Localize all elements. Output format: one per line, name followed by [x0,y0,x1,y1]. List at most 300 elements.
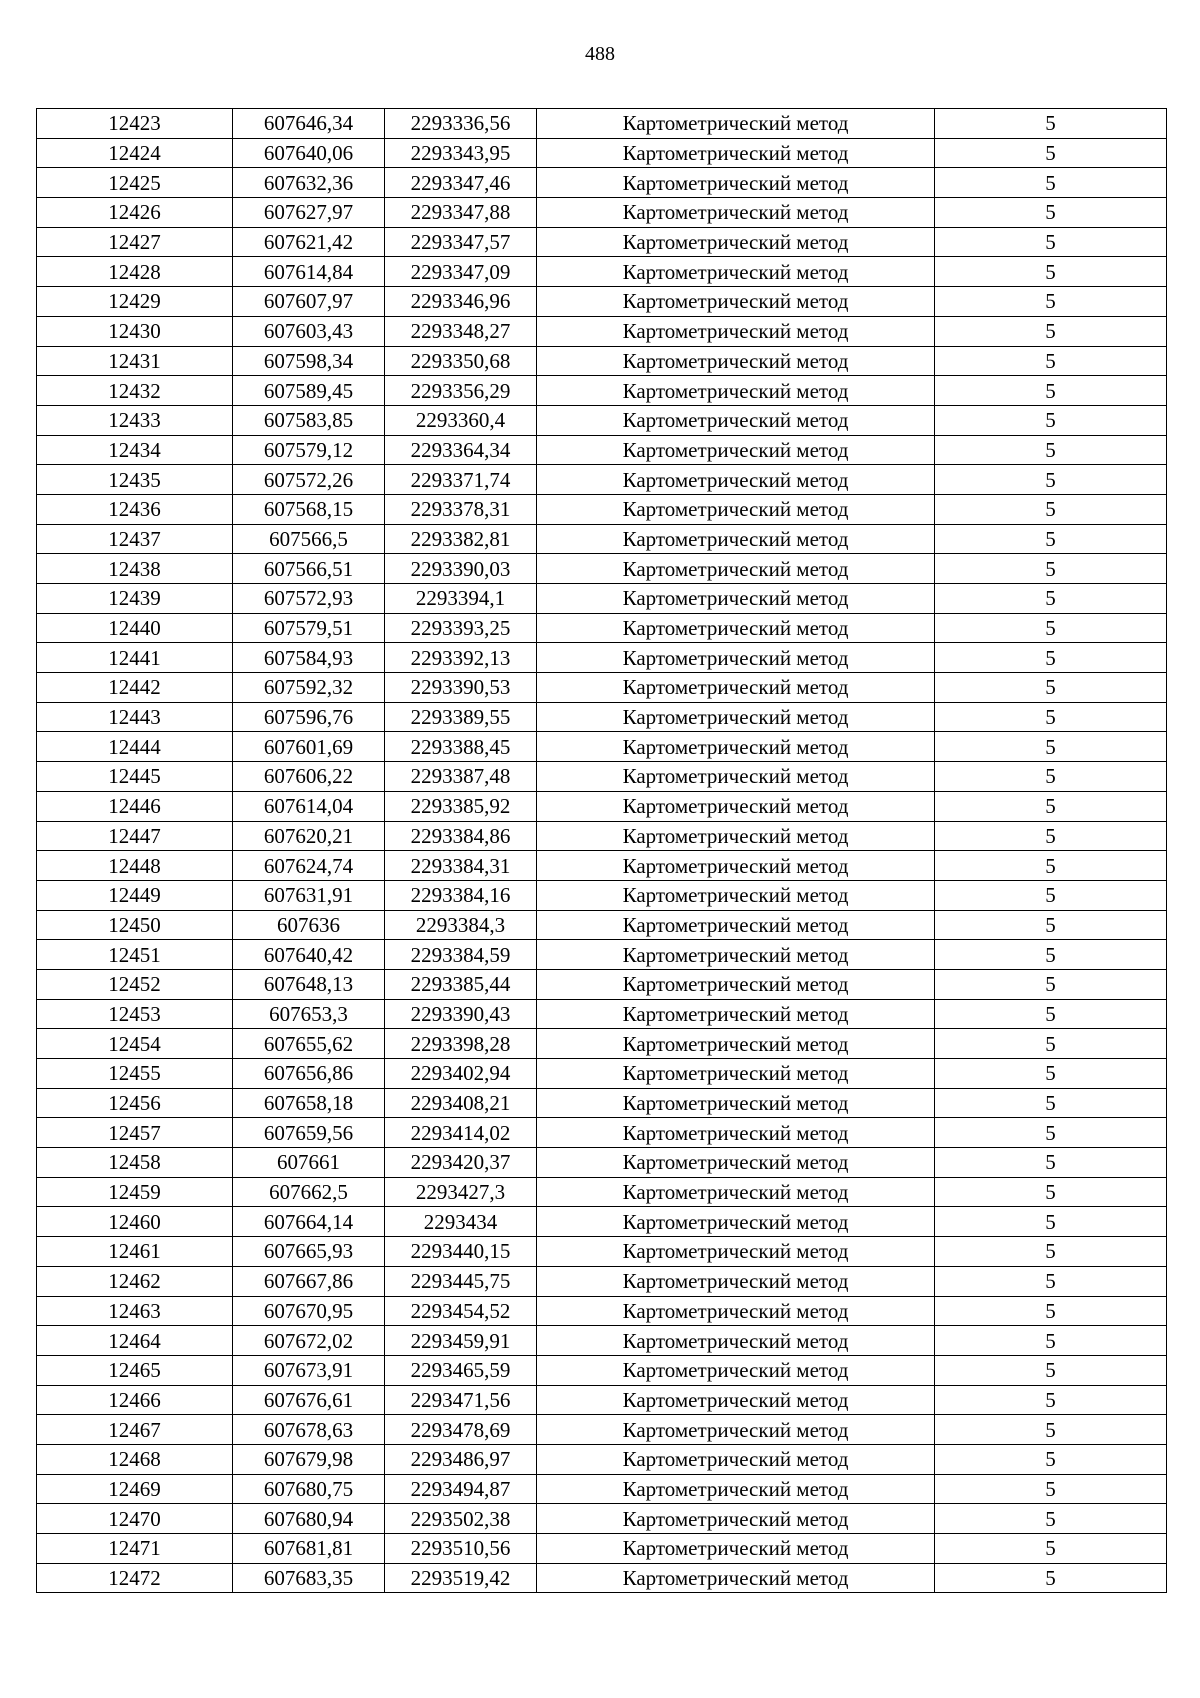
y-coordinate-cell: 2293427,3 [385,1177,537,1207]
method-cell: Картометрический метод [537,227,935,257]
method-cell: Картометрический метод [537,643,935,673]
y-coordinate-cell: 2293459,91 [385,1326,537,1356]
accuracy-cell: 5 [935,554,1167,584]
accuracy-cell: 5 [935,791,1167,821]
point-number-cell: 12446 [37,791,233,821]
table-row [37,168,1167,198]
point-number-cell: 12430 [37,316,233,346]
accuracy-cell: 5 [935,702,1167,732]
point-number-cell: 12454 [37,1029,233,1059]
method-cell: Картометрический метод [537,851,935,881]
y-coordinate-cell: 2293371,74 [385,465,537,495]
accuracy-cell: 5 [935,1177,1167,1207]
table-row [37,346,1167,376]
method-cell: Картометрический метод [537,1444,935,1474]
accuracy-cell: 5 [935,1296,1167,1326]
table-row [37,109,1167,139]
y-coordinate-cell: 2293384,16 [385,880,537,910]
y-coordinate-cell: 2293398,28 [385,1029,537,1059]
method-cell: Картометрический метод [537,405,935,435]
accuracy-cell: 5 [935,494,1167,524]
accuracy-cell: 5 [935,732,1167,762]
y-coordinate-cell: 2293384,59 [385,940,537,970]
accuracy-cell: 5 [935,435,1167,465]
x-coordinate-cell: 607579,51 [233,613,385,643]
y-coordinate-cell: 2293385,92 [385,791,537,821]
method-cell: Картометрический метод [537,346,935,376]
y-coordinate-cell: 2293502,38 [385,1504,537,1534]
method-cell: Картометрический метод [537,287,935,317]
point-number-cell: 12447 [37,821,233,851]
table-row [37,851,1167,881]
x-coordinate-cell: 607664,14 [233,1207,385,1237]
x-coordinate-cell: 607683,35 [233,1563,385,1593]
accuracy-cell: 5 [935,138,1167,168]
x-coordinate-cell: 607661 [233,1148,385,1178]
y-coordinate-cell: 2293390,53 [385,673,537,703]
table-row [37,1148,1167,1178]
y-coordinate-cell: 2293454,52 [385,1296,537,1326]
x-coordinate-cell: 607673,91 [233,1355,385,1385]
x-coordinate-cell: 607566,51 [233,554,385,584]
accuracy-cell: 5 [935,346,1167,376]
method-cell: Картометрический метод [537,1385,935,1415]
table-row [37,910,1167,940]
y-coordinate-cell: 2293347,09 [385,257,537,287]
method-cell: Картометрический метод [537,494,935,524]
point-number-cell: 12428 [37,257,233,287]
point-number-cell: 12425 [37,168,233,198]
point-number-cell: 12426 [37,198,233,228]
table-row [37,524,1167,554]
table-row [37,584,1167,614]
accuracy-cell: 5 [935,109,1167,139]
x-coordinate-cell: 607572,93 [233,584,385,614]
accuracy-cell: 5 [935,524,1167,554]
x-coordinate-cell: 607621,42 [233,227,385,257]
method-cell: Картометрический метод [537,1207,935,1237]
accuracy-cell: 5 [935,1266,1167,1296]
method-cell: Картометрический метод [537,1355,935,1385]
point-number-cell: 12457 [37,1118,233,1148]
point-number-cell: 12456 [37,1088,233,1118]
x-coordinate-cell: 607614,04 [233,791,385,821]
x-coordinate-cell: 607648,13 [233,969,385,999]
x-coordinate-cell: 607596,76 [233,702,385,732]
y-coordinate-cell: 2293494,87 [385,1474,537,1504]
method-cell: Картометрический метод [537,465,935,495]
table-row [37,1326,1167,1356]
accuracy-cell: 5 [935,880,1167,910]
x-coordinate-cell: 607680,75 [233,1474,385,1504]
method-cell: Картометрический метод [537,257,935,287]
point-number-cell: 12441 [37,643,233,673]
y-coordinate-cell: 2293465,59 [385,1355,537,1385]
x-coordinate-cell: 607627,97 [233,198,385,228]
y-coordinate-cell: 2293389,55 [385,702,537,732]
point-number-cell: 12468 [37,1444,233,1474]
y-coordinate-cell: 2293408,21 [385,1088,537,1118]
y-coordinate-cell: 2293343,95 [385,138,537,168]
accuracy-cell: 5 [935,1444,1167,1474]
y-coordinate-cell: 2293360,4 [385,405,537,435]
x-coordinate-cell: 607665,93 [233,1237,385,1267]
point-number-cell: 12460 [37,1207,233,1237]
method-cell: Картометрический метод [537,821,935,851]
x-coordinate-cell: 607632,36 [233,168,385,198]
y-coordinate-cell: 2293392,13 [385,643,537,673]
y-coordinate-cell: 2293471,56 [385,1385,537,1415]
method-cell: Картометрический метод [537,554,935,584]
x-coordinate-cell: 607659,56 [233,1118,385,1148]
y-coordinate-cell: 2293510,56 [385,1534,537,1564]
x-coordinate-cell: 607658,18 [233,1088,385,1118]
y-coordinate-cell: 2293486,97 [385,1444,537,1474]
table-row [37,1177,1167,1207]
method-cell: Картометрический метод [537,1088,935,1118]
accuracy-cell: 5 [935,1118,1167,1148]
table-row [37,287,1167,317]
method-cell: Картометрический метод [537,762,935,792]
point-number-cell: 12451 [37,940,233,970]
method-cell: Картометрический метод [537,1326,935,1356]
method-cell: Картометрический метод [537,1534,935,1564]
accuracy-cell: 5 [935,1326,1167,1356]
y-coordinate-cell: 2293393,25 [385,613,537,643]
accuracy-cell: 5 [935,1504,1167,1534]
point-number-cell: 12458 [37,1148,233,1178]
y-coordinate-cell: 2293356,29 [385,376,537,406]
x-coordinate-cell: 607614,84 [233,257,385,287]
method-cell: Картометрический метод [537,910,935,940]
x-coordinate-cell: 607636 [233,910,385,940]
table-row [37,494,1167,524]
table-row [37,1415,1167,1445]
table-row [37,732,1167,762]
y-coordinate-cell: 2293445,75 [385,1266,537,1296]
x-coordinate-cell: 607656,86 [233,1059,385,1089]
y-coordinate-cell: 2293347,57 [385,227,537,257]
method-cell: Картометрический метод [537,1415,935,1445]
method-cell: Картометрический метод [537,1177,935,1207]
point-number-cell: 12462 [37,1266,233,1296]
point-number-cell: 12429 [37,287,233,317]
method-cell: Картометрический метод [537,1563,935,1593]
x-coordinate-cell: 607566,5 [233,524,385,554]
y-coordinate-cell: 2293346,96 [385,287,537,317]
accuracy-cell: 5 [935,198,1167,228]
accuracy-cell: 5 [935,1355,1167,1385]
point-number-cell: 12444 [37,732,233,762]
point-number-cell: 12472 [37,1563,233,1593]
method-cell: Картометрический метод [537,198,935,228]
x-coordinate-cell: 607678,63 [233,1415,385,1445]
point-number-cell: 12449 [37,880,233,910]
table-row [37,1207,1167,1237]
point-number-cell: 12440 [37,613,233,643]
accuracy-cell: 5 [935,1415,1167,1445]
accuracy-cell: 5 [935,1148,1167,1178]
point-number-cell: 12445 [37,762,233,792]
x-coordinate-cell: 607572,26 [233,465,385,495]
accuracy-cell: 5 [935,584,1167,614]
y-coordinate-cell: 2293385,44 [385,969,537,999]
method-cell: Картометрический метод [537,435,935,465]
accuracy-cell: 5 [935,227,1167,257]
accuracy-cell: 5 [935,969,1167,999]
table-row [37,1563,1167,1593]
x-coordinate-cell: 607631,91 [233,880,385,910]
method-cell: Картометрический метод [537,613,935,643]
y-coordinate-cell: 2293420,37 [385,1148,537,1178]
accuracy-cell: 5 [935,1088,1167,1118]
y-coordinate-cell: 2293519,42 [385,1563,537,1593]
accuracy-cell: 5 [935,910,1167,940]
point-number-cell: 12438 [37,554,233,584]
table-row [37,1296,1167,1326]
table-row [37,405,1167,435]
x-coordinate-cell: 607653,3 [233,999,385,1029]
accuracy-cell: 5 [935,940,1167,970]
x-coordinate-cell: 607640,42 [233,940,385,970]
table-row [37,227,1167,257]
table-row [37,969,1167,999]
point-number-cell: 12427 [37,227,233,257]
x-coordinate-cell: 607640,06 [233,138,385,168]
coordinates-table [36,108,1167,1593]
point-number-cell: 12471 [37,1534,233,1564]
table-row [37,613,1167,643]
point-number-cell: 12439 [37,584,233,614]
x-coordinate-cell: 607603,43 [233,316,385,346]
point-number-cell: 12423 [37,109,233,139]
table-row [37,1504,1167,1534]
table-row [37,435,1167,465]
method-cell: Картометрический метод [537,702,935,732]
point-number-cell: 12452 [37,969,233,999]
point-number-cell: 12443 [37,702,233,732]
x-coordinate-cell: 607584,93 [233,643,385,673]
table-row [37,1029,1167,1059]
accuracy-cell: 5 [935,1534,1167,1564]
method-cell: Картометрический метод [537,376,935,406]
accuracy-cell: 5 [935,613,1167,643]
y-coordinate-cell: 2293390,03 [385,554,537,584]
table-row [37,1059,1167,1089]
table-row [37,1444,1167,1474]
point-number-cell: 12424 [37,138,233,168]
x-coordinate-cell: 607583,85 [233,405,385,435]
accuracy-cell: 5 [935,1237,1167,1267]
method-cell: Картометрический метод [537,969,935,999]
method-cell: Картометрический метод [537,1474,935,1504]
x-coordinate-cell: 607607,97 [233,287,385,317]
point-number-cell: 12432 [37,376,233,406]
table-row [37,821,1167,851]
method-cell: Картометрический метод [537,316,935,346]
accuracy-cell: 5 [935,1059,1167,1089]
table-row [37,791,1167,821]
method-cell: Картометрический метод [537,999,935,1029]
accuracy-cell: 5 [935,643,1167,673]
point-number-cell: 12470 [37,1504,233,1534]
y-coordinate-cell: 2293384,86 [385,821,537,851]
point-number-cell: 12463 [37,1296,233,1326]
method-cell: Картометрический метод [537,880,935,910]
y-coordinate-cell: 2293440,15 [385,1237,537,1267]
method-cell: Картометрический метод [537,1029,935,1059]
point-number-cell: 12464 [37,1326,233,1356]
x-coordinate-cell: 607601,69 [233,732,385,762]
y-coordinate-cell: 2293347,88 [385,198,537,228]
y-coordinate-cell: 2293378,31 [385,494,537,524]
y-coordinate-cell: 2293382,81 [385,524,537,554]
y-coordinate-cell: 2293336,56 [385,109,537,139]
x-coordinate-cell: 607579,12 [233,435,385,465]
table-row [37,1118,1167,1148]
table-row [37,138,1167,168]
table-row [37,1355,1167,1385]
coordinates-table-body [37,109,1167,1593]
point-number-cell: 12467 [37,1415,233,1445]
accuracy-cell: 5 [935,999,1167,1029]
point-number-cell: 12465 [37,1355,233,1385]
table-row [37,643,1167,673]
accuracy-cell: 5 [935,287,1167,317]
method-cell: Картометрический метод [537,791,935,821]
accuracy-cell: 5 [935,1563,1167,1593]
x-coordinate-cell: 607606,22 [233,762,385,792]
method-cell: Картометрический метод [537,584,935,614]
table-row [37,257,1167,287]
table-row [37,376,1167,406]
accuracy-cell: 5 [935,821,1167,851]
y-coordinate-cell: 2293364,34 [385,435,537,465]
y-coordinate-cell: 2293388,45 [385,732,537,762]
accuracy-cell: 5 [935,1474,1167,1504]
method-cell: Картометрический метод [537,109,935,139]
point-number-cell: 12433 [37,405,233,435]
y-coordinate-cell: 2293402,94 [385,1059,537,1089]
accuracy-cell: 5 [935,376,1167,406]
x-coordinate-cell: 607655,62 [233,1029,385,1059]
x-coordinate-cell: 607672,02 [233,1326,385,1356]
method-cell: Картометрический метод [537,732,935,762]
y-coordinate-cell: 2293387,48 [385,762,537,792]
y-coordinate-cell: 2293348,27 [385,316,537,346]
point-number-cell: 12453 [37,999,233,1029]
y-coordinate-cell: 2293347,46 [385,168,537,198]
x-coordinate-cell: 607670,95 [233,1296,385,1326]
x-coordinate-cell: 607681,81 [233,1534,385,1564]
accuracy-cell: 5 [935,762,1167,792]
table-row [37,1385,1167,1415]
x-coordinate-cell: 607667,86 [233,1266,385,1296]
method-cell: Картометрический метод [537,1237,935,1267]
point-number-cell: 12434 [37,435,233,465]
table-row [37,1534,1167,1564]
y-coordinate-cell: 2293394,1 [385,584,537,614]
x-coordinate-cell: 607680,94 [233,1504,385,1534]
table-row [37,1088,1167,1118]
x-coordinate-cell: 607589,45 [233,376,385,406]
y-coordinate-cell: 2293390,43 [385,999,537,1029]
accuracy-cell: 5 [935,168,1167,198]
point-number-cell: 12437 [37,524,233,554]
table-row [37,1266,1167,1296]
table-row [37,316,1167,346]
x-coordinate-cell: 607620,21 [233,821,385,851]
accuracy-cell: 5 [935,405,1167,435]
method-cell: Картометрический метод [537,168,935,198]
method-cell: Картометрический метод [537,673,935,703]
x-coordinate-cell: 607598,34 [233,346,385,376]
accuracy-cell: 5 [935,257,1167,287]
table-row [37,198,1167,228]
accuracy-cell: 5 [935,1385,1167,1415]
method-cell: Картометрический метод [537,524,935,554]
point-number-cell: 12436 [37,494,233,524]
x-coordinate-cell: 607646,34 [233,109,385,139]
y-coordinate-cell: 2293384,31 [385,851,537,881]
accuracy-cell: 5 [935,851,1167,881]
table-row [37,940,1167,970]
page-number: 488 [585,43,615,65]
accuracy-cell: 5 [935,316,1167,346]
x-coordinate-cell: 607592,32 [233,673,385,703]
table-row [37,673,1167,703]
point-number-cell: 12469 [37,1474,233,1504]
y-coordinate-cell: 2293384,3 [385,910,537,940]
y-coordinate-cell: 2293434 [385,1207,537,1237]
accuracy-cell: 5 [935,1207,1167,1237]
y-coordinate-cell: 2293350,68 [385,346,537,376]
method-cell: Картометрический метод [537,138,935,168]
method-cell: Картометрический метод [537,1296,935,1326]
point-number-cell: 12448 [37,851,233,881]
table-row [37,762,1167,792]
x-coordinate-cell: 607568,15 [233,494,385,524]
table-row [37,999,1167,1029]
point-number-cell: 12459 [37,1177,233,1207]
table-row [37,465,1167,495]
table-row [37,702,1167,732]
accuracy-cell: 5 [935,1029,1167,1059]
x-coordinate-cell: 607624,74 [233,851,385,881]
accuracy-cell: 5 [935,465,1167,495]
point-number-cell: 12466 [37,1385,233,1415]
point-number-cell: 12442 [37,673,233,703]
point-number-cell: 12450 [37,910,233,940]
method-cell: Картометрический метод [537,1059,935,1089]
point-number-cell: 12455 [37,1059,233,1089]
point-number-cell: 12435 [37,465,233,495]
method-cell: Картометрический метод [537,940,935,970]
point-number-cell: 12431 [37,346,233,376]
table-row [37,554,1167,584]
table-row [37,1474,1167,1504]
x-coordinate-cell: 607662,5 [233,1177,385,1207]
method-cell: Картометрический метод [537,1118,935,1148]
x-coordinate-cell: 607679,98 [233,1444,385,1474]
y-coordinate-cell: 2293478,69 [385,1415,537,1445]
table-row [37,880,1167,910]
method-cell: Картометрический метод [537,1266,935,1296]
method-cell: Картометрический метод [537,1504,935,1534]
table-row [37,1237,1167,1267]
x-coordinate-cell: 607676,61 [233,1385,385,1415]
y-coordinate-cell: 2293414,02 [385,1118,537,1148]
